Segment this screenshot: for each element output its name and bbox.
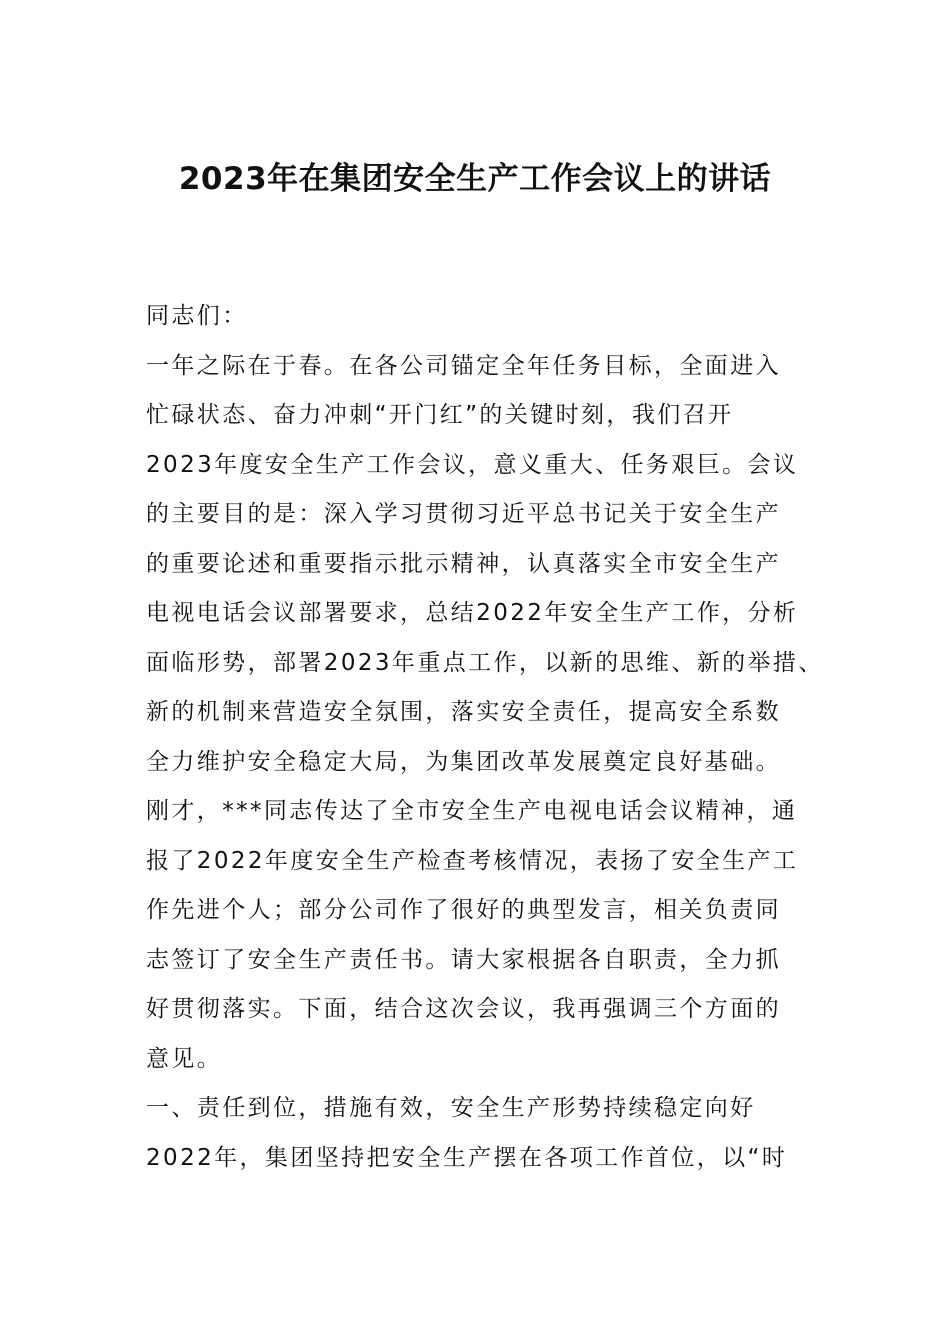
paragraph-line: 忙碌状态、奋力冲刺“开门红”的关键时刻，我们召开 [146,402,734,428]
paragraph-line: 的主要目的是：深入学习贯彻习近平总书记关于安全生产 [146,501,781,527]
paragraph-line: 面临形势，部署2023年重点工作，以新的思维、新的举措、 [146,649,824,676]
document-title: 2023年在集团安全生产工作会议上的讲话 [178,161,772,197]
paragraph-line: 电视电话会议部署要求，总结2022年安全生产工作，分析 [146,600,799,626]
paragraph-line: 报了2022年度安全生产检查考核情况，表扬了安全生产工 [146,847,799,874]
paragraph-line: 2022年，集团坚持把安全生产摆在各项工作首位，以“时 [146,1144,788,1171]
document-body [146,292,826,1183]
section-heading: 一、责任到位，措施有效，安全生产形势持续稳定向好 [146,1095,756,1121]
salutation-line: 同志们： [146,303,248,329]
paragraph-line: 全力维护安全稳定大局，为集团改革发展奠定良好基础。 [146,748,781,775]
paragraph-line: 一年之际在于春。在各公司锚定全年任务目标，全面进入 [146,352,781,379]
paragraph-line: 好贯彻落实。下面，结合这次会议，我再强调三个方面的 [146,996,781,1022]
paragraph-line: 志签订了安全生产责任书。请大家根据各自职责，全力抓 [146,946,781,973]
paragraph-line: 的重要论述和重要指示批示精神，认真落实全市安全生产 [146,550,781,577]
paragraph-line: 2023年度安全生产工作会议，意义重大、任务艰巨。会议 [146,451,799,478]
paragraph-line: 刚才，***同志传达了全市安全生产电视电话会议精神，通 [146,798,798,824]
paragraph-line: 意见。 [146,1045,223,1072]
paragraph-line: 新的机制来营造安全氛围，落实安全责任，提高安全系数 [146,699,781,725]
paragraph-line: 作先进个人；部分公司作了很好的典型发言，相关负责同 [146,897,781,923]
